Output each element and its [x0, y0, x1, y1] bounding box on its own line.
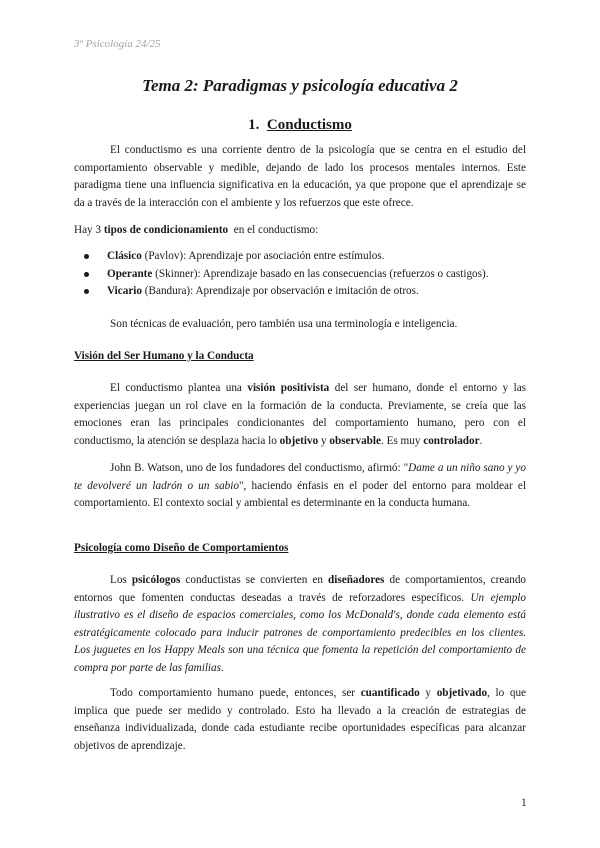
bullet-icon [84, 272, 89, 277]
emphasis: visión positivista [247, 382, 330, 394]
techniques-paragraph: Son técnicas de evaluación, pero también usa una terminología e inteligencia. [110, 318, 458, 330]
type-author: (Skinner) [155, 267, 198, 280]
text-run: de comportamientos, creando entornos que fomenten conductas deseadas a través de reforzadores específicos. [74, 574, 527, 604]
vision-paragraph-2 [74, 460, 526, 513]
design-paragraph-2 [74, 685, 526, 755]
text-run: . Es muy [380, 434, 421, 447]
text-run: y [320, 434, 327, 447]
text-run: Todo comportamiento humano puede, entonces, ser [110, 687, 356, 699]
text-run: Los [110, 574, 127, 586]
text-run: del ser humano, donde el entorno y las experiencias juegan un rol clave en la formación de la conducta. Previamente, se creía que las emociones eran las principales condicionantes del comportamiento humano, pero con el conductismo, la atención se desplaza hacia lo [74, 382, 527, 447]
text-run: John B. Watson, uno de los fundadores del conductismo, afirmó: " [110, 462, 409, 474]
type-author: (Pavlov) [144, 250, 184, 262]
section-title: Conductismo [266, 117, 352, 133]
bullet-icon [84, 254, 89, 259]
text-run: conductistas se convierten en [185, 574, 323, 586]
types-intro [74, 222, 526, 240]
text-run: El conductismo plantea una [110, 382, 242, 394]
type-desc: : Aprendizaje por asociación entre estímulos. [183, 250, 385, 262]
text-run: y [425, 687, 432, 699]
example-italic: Un ejemplo ilustrativo es el diseño de espacios comerciales, como los McDonald's, donde cada elemento está estratégicamente colocado para inducir patrones de comportamiento predecibles en los clientes. Los juguetes en los Happy Meals son una técnica que fomenta la repetición del comportamiento de compra por parte de las familias. [74, 591, 526, 674]
type-desc: : Aprendizaje basado en las consecuencias (refuerzos o castigos). [197, 267, 489, 280]
text-run: ", haciendo énfasis en el poder del entorno para moldear el comportamiento. El contexto social y ambiental es determinante en la conducta humana. [74, 479, 526, 509]
conditioning-types-list [74, 248, 526, 301]
types-bold: tipos de condicionamiento [103, 224, 229, 236]
emphasis: objetivo [279, 434, 319, 447]
subheading-design: Psicología como Diseño de Comportamientos [74, 542, 289, 554]
page-title: Tema 2: Paradigmas y psicología educativa 2 [142, 76, 458, 95]
emphasis: diseñadores [328, 574, 385, 586]
emphasis: controlador [423, 434, 480, 447]
list-item [74, 266, 526, 284]
subheading-vision: Visión del Ser Humano y la Conducta [74, 350, 254, 362]
list-item [74, 248, 526, 266]
page-number: 1 [521, 797, 527, 809]
types-suffix: en el conductismo: [233, 224, 319, 236]
type-name: Clásico [107, 250, 142, 262]
emphasis: cuantificado [360, 687, 420, 699]
vision-paragraph-1 [74, 380, 526, 450]
watson-quote: Dame a un niño sano y yo te devolveré un ladrón o un sabio [74, 462, 526, 492]
emphasis: objetivado [436, 687, 488, 699]
type-author: (Bandura) [144, 285, 191, 297]
section-number: 1. [248, 117, 260, 133]
list-item [74, 283, 526, 301]
text-run: . [479, 434, 483, 447]
text-run: , lo que implica que puede ser medido y controlado. Esto ha llevado a la creación de estrategias de enseñanza individualizada, donde cada estudiante recibe oportunidades específicas para alcanzar objetivos de aprendizaje. [74, 687, 527, 752]
type-desc: : Aprendizaje por observación e imitación de otros. [190, 285, 419, 297]
emphasis: observable [329, 434, 381, 447]
running-header: 3º Psicología 24/25 [74, 38, 161, 50]
design-paragraph-1 [74, 572, 526, 677]
intro-paragraph: El conductismo es una corriente dentro de la psicología que se centra en el estudio del comportamiento observable y medible, dejando de lado los procesos mentales internos. Este paradigma tiene una influencia significativa en la educación, ya que propone que el aprendizaje se da a través de la interacción con el ambiente y los refuerzos que este ofrece. [74, 144, 526, 209]
type-name: Operante [107, 267, 153, 280]
type-name: Vicario [107, 285, 142, 297]
types-prefix: Hay 3 [74, 224, 102, 236]
bullet-icon [84, 289, 89, 294]
emphasis: psicólogos [131, 574, 181, 586]
section-heading-conductismo [0, 117, 600, 134]
